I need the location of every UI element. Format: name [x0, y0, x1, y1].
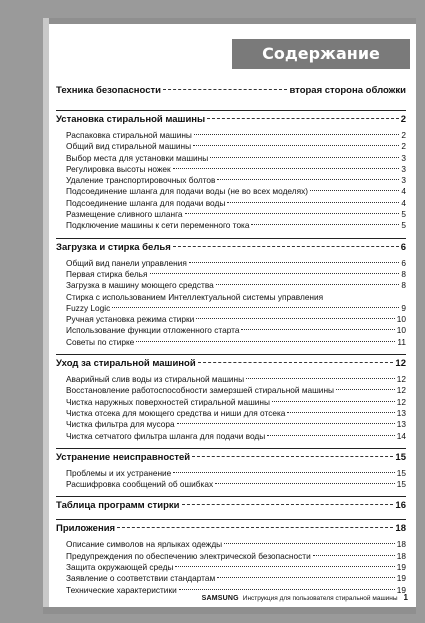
toc-entry-label: Аварийный слив воды из стиральной машины [66, 374, 245, 385]
toc-section [56, 496, 406, 517]
toc-section-items [56, 374, 406, 442]
toc-entry-page: 5 [401, 209, 406, 220]
toc-entry-label: Описание символов на ярлыках одежды [66, 539, 223, 550]
footer-text: Инструкция для пользователя стиральной машины [242, 595, 398, 602]
toc-entry-page: 15 [396, 479, 406, 490]
toc-entry-page: 19 [396, 562, 406, 573]
toc-entry-label: Чистка наружных поверхностей стиральной машины [66, 396, 270, 407]
leader-dots [173, 168, 400, 169]
toc-entry-page: 13 [396, 419, 406, 430]
toc-entry-label: Чистка фильтра для мусора [66, 419, 175, 430]
leader-dots [224, 543, 395, 544]
toc-entry-label: Чистка сетчатого фильтра шланга для подачи воды [66, 430, 266, 441]
leader-dots [310, 190, 399, 191]
toc-entry[interactable] [66, 397, 406, 408]
leader-dots [173, 246, 399, 247]
leader-dots [217, 577, 395, 578]
leader-dots [336, 389, 395, 390]
toc-entry-label: Использование функции отложенного старта [66, 325, 240, 336]
toc-entry-page: 19 [396, 584, 406, 595]
toc-entry-page: 19 [396, 573, 406, 584]
toc-entry-page: 3 [401, 163, 406, 174]
leader-dots [210, 157, 399, 158]
toc-entry-label: Предупреждения по обеспечению электрической безопасности [66, 550, 311, 561]
toc-entry[interactable] [66, 280, 406, 291]
toc-entry[interactable] [66, 408, 406, 419]
toc-section-heading[interactable] [56, 358, 406, 371]
toc-entry-label: Размещение сливного шланга [66, 209, 183, 220]
toc-entry[interactable] [66, 141, 406, 152]
toc-section-heading[interactable] [56, 114, 406, 127]
toc-entry-label: Техника безопасности [56, 85, 161, 96]
toc-section [56, 519, 406, 599]
toc-entry-label: Защита окружающей среды [66, 562, 174, 573]
toc-entry[interactable] [66, 220, 406, 231]
toc-entry[interactable] [66, 374, 406, 385]
toc-entry[interactable] [66, 314, 406, 325]
toc-entry-label: Подсоединение шланга для подачи воды (не во всех моделях) [66, 186, 308, 197]
toc-entry-page: вторая сторона обложки [289, 85, 406, 96]
leader-dots [217, 179, 399, 180]
toc-entry-label: Распаковка стиральной машины [66, 130, 192, 140]
toc-entry-label: Проблемы и их устранение [66, 467, 172, 478]
toc-section [56, 110, 406, 236]
page-title: Содержание [262, 44, 380, 63]
leader-dots [185, 213, 400, 214]
toc-entry-page: 10 [396, 325, 406, 336]
toc-entry-page: 12 [396, 374, 406, 385]
toc-entry[interactable] [66, 198, 406, 209]
leader-dots [173, 472, 394, 473]
leader-dots [267, 435, 395, 436]
leader-dots [179, 589, 395, 590]
toc-section-page: 18 [395, 523, 406, 535]
page-footer [193, 593, 408, 602]
leader-dots [112, 307, 399, 308]
toc-entry-label: Ручная установка режима стирки [66, 314, 195, 325]
toc-entry-label: Восстановление работоспособности замерзшей стиральной машины [66, 385, 334, 396]
toc-entry[interactable] [66, 419, 406, 430]
toc-entry-label: Расшифровка сообщений об ошибках [66, 479, 214, 490]
leader-dots [287, 412, 394, 413]
toc-entry-label: Загрузка в машину моющего средства [66, 280, 214, 291]
leader-dots [216, 284, 400, 285]
leader-dots [215, 483, 395, 484]
toc-entry[interactable] [66, 385, 406, 396]
table-of-contents [56, 85, 406, 602]
toc-section-page: 15 [395, 451, 406, 463]
manual-page [43, 18, 416, 614]
leader-dots [136, 341, 395, 342]
title-banner [232, 39, 410, 69]
toc-entry[interactable] [66, 292, 406, 303]
toc-entry-page: 11 [397, 336, 406, 347]
toc-entry-label: Стирка с использованием Интеллектуальной системы управления [66, 291, 324, 302]
toc-entry[interactable] [66, 539, 406, 550]
toc-entry-label: Fuzzy Logic [66, 302, 111, 313]
toc-entry-label: Общий вид панели управления [66, 257, 187, 268]
leader-dots [194, 134, 400, 135]
toc-section [56, 448, 406, 495]
toc-section-items [56, 258, 406, 348]
toc-entry-page: 4 [401, 197, 406, 208]
binding-strip [43, 18, 49, 614]
toc-entry-page: 9 [401, 302, 406, 313]
toc-section-page: 2 [400, 114, 406, 125]
toc-section [56, 354, 406, 446]
toc-entry-page: 12 [396, 385, 406, 396]
toc-section [56, 238, 406, 352]
toc-entry-label: Выбор места для установки машины [66, 152, 209, 163]
top-rule [43, 18, 416, 24]
toc-entry-label: Удаление транспортировочных болтов [66, 175, 216, 186]
leader-dots [175, 566, 394, 567]
toc-entry[interactable] [66, 551, 406, 562]
toc-entry-label: Заявление о соответствии стандартам [66, 573, 216, 584]
toc-entry-page: 18 [396, 539, 406, 550]
leader-dots [251, 224, 399, 225]
toc-section-title: Таблица программ стирки [56, 500, 180, 512]
toc-section-title: Уход за стиральной машиной [56, 358, 196, 370]
toc-section-page: 16 [395, 500, 406, 512]
toc-entry-page: 12 [396, 396, 406, 407]
toc-entry-safety[interactable] [56, 85, 406, 98]
toc-section-title: Установка стиральной машины [56, 114, 206, 125]
toc-section-page: 12 [395, 358, 406, 370]
toc-entry-page: 15 [396, 467, 406, 478]
toc-entry[interactable] [66, 164, 406, 175]
leader-dots [246, 378, 395, 379]
toc-section-heading[interactable] [56, 452, 406, 465]
toc-entry-label: Регулировка высоты ножек [66, 163, 171, 174]
toc-section-title: Загрузка и стирка белья [56, 241, 171, 253]
toc-entry-page: 2 [401, 130, 406, 140]
toc-entry[interactable] [66, 209, 406, 220]
toc-entry-page: 3 [401, 152, 406, 163]
toc-entry[interactable] [66, 269, 406, 280]
toc-entry-label: Подключение машины к сети переменного тока [66, 220, 250, 231]
section-spacer [56, 348, 406, 352]
toc-entry-page: 2 [401, 141, 406, 152]
leader-dots [198, 362, 394, 363]
toc-section-title: Устранение неисправностей [56, 451, 191, 463]
toc-entry-label: Общий вид стиральной машины [66, 141, 192, 152]
toc-section-items [56, 468, 406, 491]
toc-section-items [56, 539, 406, 595]
toc-entry[interactable] [66, 479, 406, 490]
toc-entry[interactable] [66, 468, 406, 479]
toc-section-title: Приложения [56, 523, 116, 535]
toc-entry-page: 14 [396, 430, 406, 441]
toc-entry-page: 3 [401, 175, 406, 186]
leader-dots [177, 423, 395, 424]
toc-entry-page: 6 [401, 257, 406, 268]
toc-entry-page: 5 [401, 220, 406, 231]
toc-entry-page: 13 [396, 407, 406, 418]
toc-section-heading[interactable] [56, 242, 406, 255]
toc-entry-page: 8 [401, 268, 406, 279]
toc-entry[interactable] [66, 186, 406, 197]
toc-entry-page: 4 [401, 186, 406, 197]
leader-dots [193, 145, 399, 146]
toc-entry[interactable] [66, 337, 406, 348]
toc-entry-page: 10 [396, 314, 406, 325]
leader-dots [313, 555, 395, 556]
toc-section-items [56, 130, 406, 232]
brand-logo: SAMSUNG [201, 595, 239, 602]
toc-entry-page: 18 [396, 550, 406, 561]
toc-entry[interactable] [66, 175, 406, 186]
toc-entry[interactable] [66, 325, 406, 336]
toc-entry-label: Чистка отсека для моющего средства и ниши для отсека [66, 407, 286, 418]
toc-entry[interactable] [66, 431, 406, 442]
toc-entry[interactable] [66, 303, 406, 314]
toc-entry[interactable] [66, 258, 406, 269]
toc-section-heading[interactable] [56, 523, 406, 536]
leader-dots [196, 318, 395, 319]
section-spacer [56, 513, 406, 517]
toc-entry[interactable] [66, 562, 406, 573]
leader-dots [192, 456, 393, 457]
toc-entry-label: Подсоединение шланга для подачи воды [66, 197, 226, 208]
toc-entry-label: Первая стирка белья [66, 268, 148, 279]
leader-dots [207, 118, 399, 119]
section-spacer [56, 442, 406, 446]
section-spacer [56, 490, 406, 494]
toc-entry[interactable] [66, 153, 406, 164]
toc-entry[interactable] [66, 573, 406, 584]
section-spacer [56, 232, 406, 236]
leader-dots [182, 504, 394, 505]
toc-entry-label: Советы по стирке [66, 336, 135, 347]
leader-dots [163, 89, 287, 90]
toc-section-page: 6 [400, 241, 406, 253]
leader-dots [241, 329, 394, 330]
leader-dots [117, 527, 393, 528]
leader-dots [189, 262, 400, 263]
leader-dots [150, 273, 400, 274]
bottom-rule [43, 607, 416, 614]
toc-section-heading[interactable] [56, 500, 406, 513]
leader-dots [272, 401, 395, 402]
toc-entry-label: Технические характеристики [66, 584, 177, 595]
page-number: 1 [403, 593, 408, 602]
toc-entry[interactable] [66, 130, 406, 141]
leader-dots [227, 202, 399, 203]
toc-entry-page: 8 [401, 280, 406, 291]
